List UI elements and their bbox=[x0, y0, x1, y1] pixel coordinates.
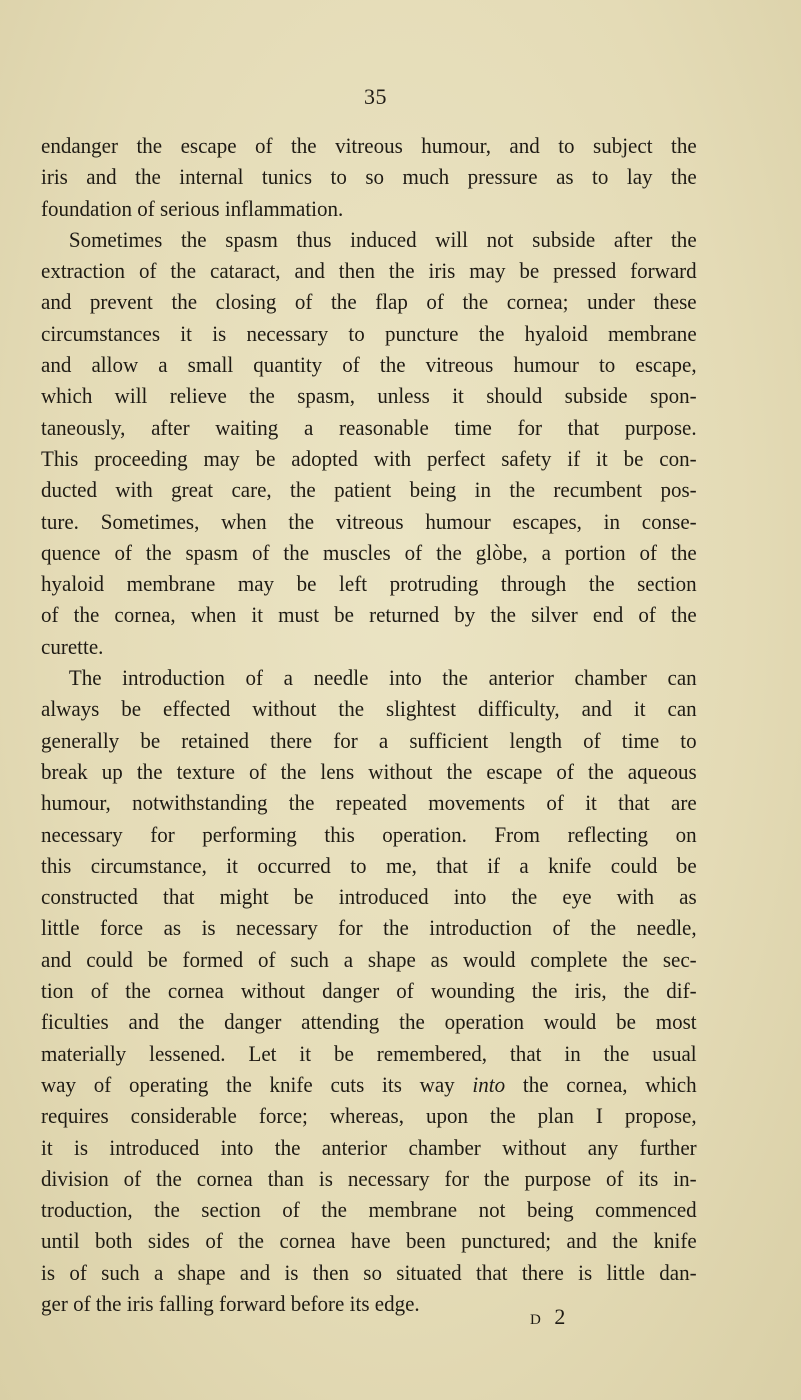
text-line: ficulties and the danger attending the operation would be most bbox=[41, 1009, 697, 1035]
text-line: of the cornea, when it must be returned by the silver end of the bbox=[41, 602, 697, 628]
text-line: circumstances it is necessary to puncture the hyaloid membrane bbox=[41, 320, 697, 346]
text-line: it is introduced into the anterior chamber without any further bbox=[41, 1134, 697, 1160]
text-line: constructed that might be introduced into the eye with as bbox=[41, 884, 697, 910]
text-line: tion of the cornea without danger of wounding the iris, the dif- bbox=[41, 978, 697, 1004]
text-line: This proceeding may be adopted with perfect safety if it be con- bbox=[41, 445, 697, 471]
text-line: generally be retained there for a sufficient length of time to bbox=[41, 727, 697, 753]
text-line: always be effected without the slightest difficulty, and it can bbox=[41, 696, 697, 722]
text-line: endanger the escape of the vitreous humour, and to subject the bbox=[41, 133, 697, 158]
paragraph-start-line: The introduction of a needle into the anterior chamber can bbox=[68, 665, 697, 691]
signature-letter: D bbox=[530, 1312, 545, 1328]
text-line: hyaloid membrane may be left protruding through the section bbox=[41, 571, 697, 597]
text-line: humour, notwithstanding the repeated movements of it that are bbox=[41, 790, 697, 816]
text-line: little force as is necessary for the introduction of the needle, bbox=[41, 915, 697, 941]
text-line: ture. Sometimes, when the vitreous humour escapes, in conse- bbox=[41, 508, 697, 534]
text-line: until both sides of the cornea have been punctured; and the knife bbox=[41, 1228, 697, 1254]
body-text bbox=[41, 130, 697, 1319]
text-line: and allow a small quantity of the vitreous humour to escape, bbox=[41, 352, 697, 378]
text-line: ducted with great care, the patient being in the recumbent pos- bbox=[41, 477, 697, 503]
text-segment: the cornea, which bbox=[505, 1071, 697, 1097]
text-line: this circumstance, it occurred to me, that if a knife could be bbox=[41, 852, 697, 878]
text-line: division of the cornea than is necessary for the purpose of its in- bbox=[41, 1165, 697, 1191]
text-line-with-italic bbox=[41, 1069, 697, 1100]
signature-mark bbox=[530, 1304, 569, 1330]
text-line: is of such a shape and is then so situated that there is little dan- bbox=[41, 1259, 697, 1285]
text-line: and prevent the closing of the flap of the cornea; under these bbox=[41, 289, 697, 315]
text-line: break up the texture of the lens without the escape of the aqueous bbox=[41, 758, 697, 784]
text-line: extraction of the cataract, and then the iris may be pressed forward bbox=[41, 258, 697, 284]
text-line: which will relieve the spasm, unless it should subside spon- bbox=[41, 383, 697, 409]
text-line: quence of the spasm of the muscles of the glòbe, a portion of the bbox=[41, 539, 697, 565]
text-line: troduction, the section of the membrane not being commenced bbox=[41, 1197, 697, 1223]
text-line: and could be formed of such a shape as would complete the sec- bbox=[41, 946, 697, 972]
text-line: necessary for performing this operation. From reflecting on bbox=[41, 821, 697, 847]
text-line: materially lessened. Let it be remembered, that in the usual bbox=[41, 1040, 697, 1066]
text-line: curette. bbox=[41, 633, 104, 659]
text-segment: way of operating the knife cuts its way bbox=[41, 1071, 473, 1097]
paragraph-start-line: Sometimes the spasm thus induced will not subside after the bbox=[68, 226, 697, 252]
italic-emphasis: into bbox=[472, 1071, 506, 1097]
text-line: iris and the internal tunics to so much pressure as to lay the bbox=[41, 164, 697, 190]
text-line: requires considerable force; whereas, upon the plan I propose, bbox=[41, 1103, 697, 1129]
signature-number: 2 bbox=[554, 1304, 570, 1329]
text-line: foundation of serious inflammation. bbox=[41, 195, 344, 221]
page-number: 35 bbox=[364, 84, 387, 109]
text-line: taneously, after waiting a reasonable time for that purpose. bbox=[41, 414, 697, 440]
text-line: ger of the iris falling forward before its edge. bbox=[41, 1290, 420, 1316]
